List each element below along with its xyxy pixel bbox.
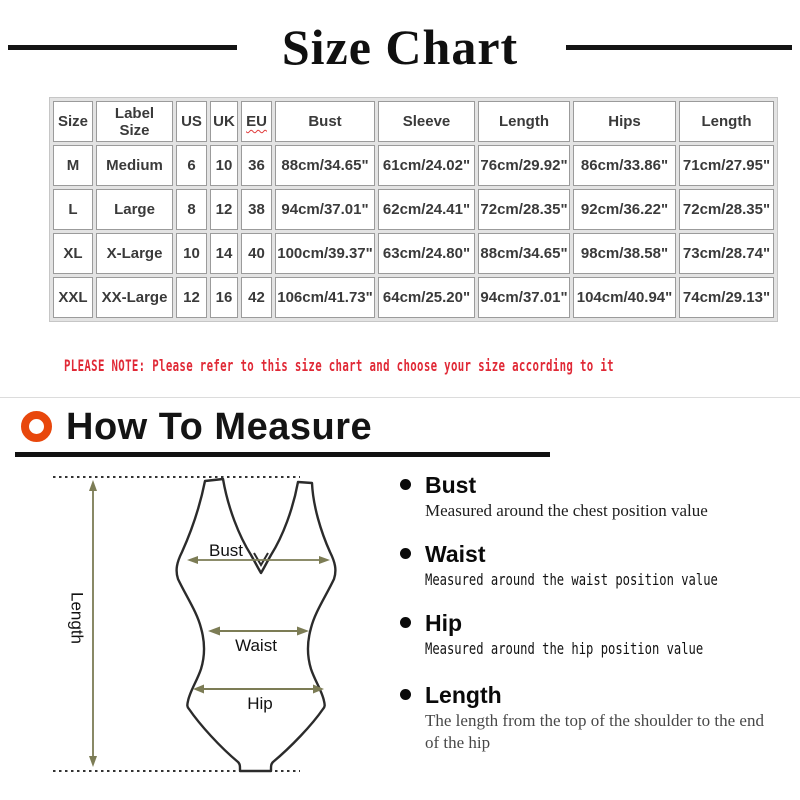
- measure-item-length: [400, 682, 790, 754]
- size-cell: Large: [96, 189, 173, 230]
- col-header-size-0: Size: [53, 101, 93, 142]
- size-table-body: [53, 145, 774, 318]
- measure-item-hip: [400, 610, 790, 660]
- size-cell: 86cm/33.86": [573, 145, 676, 186]
- diagram-bust-label: Bust: [208, 541, 244, 560]
- col-header-sleeve-6: Sleeve: [378, 101, 475, 142]
- size-cell: Medium: [96, 145, 173, 186]
- size-cell: 10: [176, 233, 207, 274]
- size-cell: L: [53, 189, 93, 230]
- size-row-xl: [53, 233, 774, 274]
- size-cell: 104cm/40.94": [573, 277, 676, 318]
- size-cell: 40: [241, 233, 272, 274]
- size-cell: 88cm/34.65": [275, 145, 375, 186]
- measure-item-desc: The length from the top of the shoulder to the end of the hip: [425, 711, 764, 752]
- size-cell: 36: [241, 145, 272, 186]
- col-header-length-7: Length: [478, 101, 570, 142]
- size-row-l: [53, 189, 774, 230]
- measure-item-desc: Measured around the chest position value: [425, 501, 708, 520]
- bullet-icon: [400, 689, 411, 700]
- size-cell: 14: [210, 233, 238, 274]
- size-cell: M: [53, 145, 93, 186]
- bullet-icon: [400, 617, 411, 628]
- size-table-header-row: [53, 101, 774, 142]
- please-note-text: PLEASE NOTE: Please refer to this size chart and choose your size according to it: [64, 356, 614, 375]
- bodysuit-measure-diagram: [20, 460, 380, 800]
- bodysuit-outline: [177, 479, 336, 771]
- bullet-icon: [400, 548, 411, 559]
- col-header-label-size-1: Label Size: [96, 101, 173, 142]
- size-cell: 63cm/24.80": [378, 233, 475, 274]
- how-to-measure-underline: [15, 452, 550, 457]
- size-cell: 94cm/37.01": [275, 189, 375, 230]
- size-cell: 72cm/28.35": [478, 189, 570, 230]
- size-cell: 100cm/39.37": [275, 233, 375, 274]
- measure-item-label: Waist: [425, 541, 486, 567]
- size-cell: 74cm/29.13": [679, 277, 774, 318]
- size-cell: 76cm/29.92": [478, 145, 570, 186]
- measure-item-desc: Measured around the hip position value: [425, 639, 704, 658]
- measure-item-label: Hip: [425, 610, 463, 636]
- col-header-hips-8: Hips: [573, 101, 676, 142]
- length-arrow: [89, 480, 97, 767]
- size-cell: 98cm/38.58": [573, 233, 676, 274]
- size-cell: 12: [176, 277, 207, 318]
- orange-ring-icon: [21, 411, 52, 442]
- col-header-us-2: US: [176, 101, 207, 142]
- size-cell: 8: [176, 189, 207, 230]
- size-cell: 71cm/27.95": [679, 145, 774, 186]
- size-cell: 62cm/24.41": [378, 189, 475, 230]
- size-cell: 6: [176, 145, 207, 186]
- size-row-m: [53, 145, 774, 186]
- bullet-icon: [400, 479, 411, 490]
- measure-item-label: Bust: [425, 472, 477, 498]
- diagram-length-label: Length: [67, 592, 87, 644]
- size-cell: 94cm/37.01": [478, 277, 570, 318]
- size-cell: 72cm/28.35": [679, 189, 774, 230]
- size-table: [49, 97, 778, 322]
- size-cell: XL: [53, 233, 93, 274]
- size-cell: XXL: [53, 277, 93, 318]
- title-rule-right: [566, 45, 792, 50]
- size-cell: 42: [241, 277, 272, 318]
- measure-item-bust: [400, 472, 790, 522]
- size-cell: 10: [210, 145, 238, 186]
- section-divider: [0, 397, 800, 398]
- measure-item-label: Length: [425, 682, 502, 708]
- diagram-waist-label: Waist: [235, 636, 277, 655]
- size-cell: 92cm/36.22": [573, 189, 676, 230]
- measure-item-desc: Measured around the waist position value: [425, 570, 718, 589]
- size-cell: XX-Large: [96, 277, 173, 318]
- measure-item-waist: [400, 541, 790, 591]
- size-cell: 61cm/24.02": [378, 145, 475, 186]
- size-table-header-row: [53, 101, 774, 142]
- size-cell: 73cm/28.74": [679, 233, 774, 274]
- col-header-eu-4: EU: [241, 101, 272, 142]
- size-cell: 88cm/34.65": [478, 233, 570, 274]
- size-cell: 38: [241, 189, 272, 230]
- col-header-length-9: Length: [679, 101, 774, 142]
- col-header-uk-3: UK: [210, 101, 238, 142]
- size-chart-title: Size Chart: [281, 19, 519, 75]
- size-cell: 12: [210, 189, 238, 230]
- how-to-measure-title: How To Measure: [66, 406, 373, 448]
- diagram-hip-label: Hip: [247, 694, 273, 713]
- size-cell: 106cm/41.73": [275, 277, 375, 318]
- size-cell: X-Large: [96, 233, 173, 274]
- size-cell: 64cm/25.20": [378, 277, 475, 318]
- size-cell: 16: [210, 277, 238, 318]
- size-row-xxl: [53, 277, 774, 318]
- col-header-bust-5: Bust: [275, 101, 375, 142]
